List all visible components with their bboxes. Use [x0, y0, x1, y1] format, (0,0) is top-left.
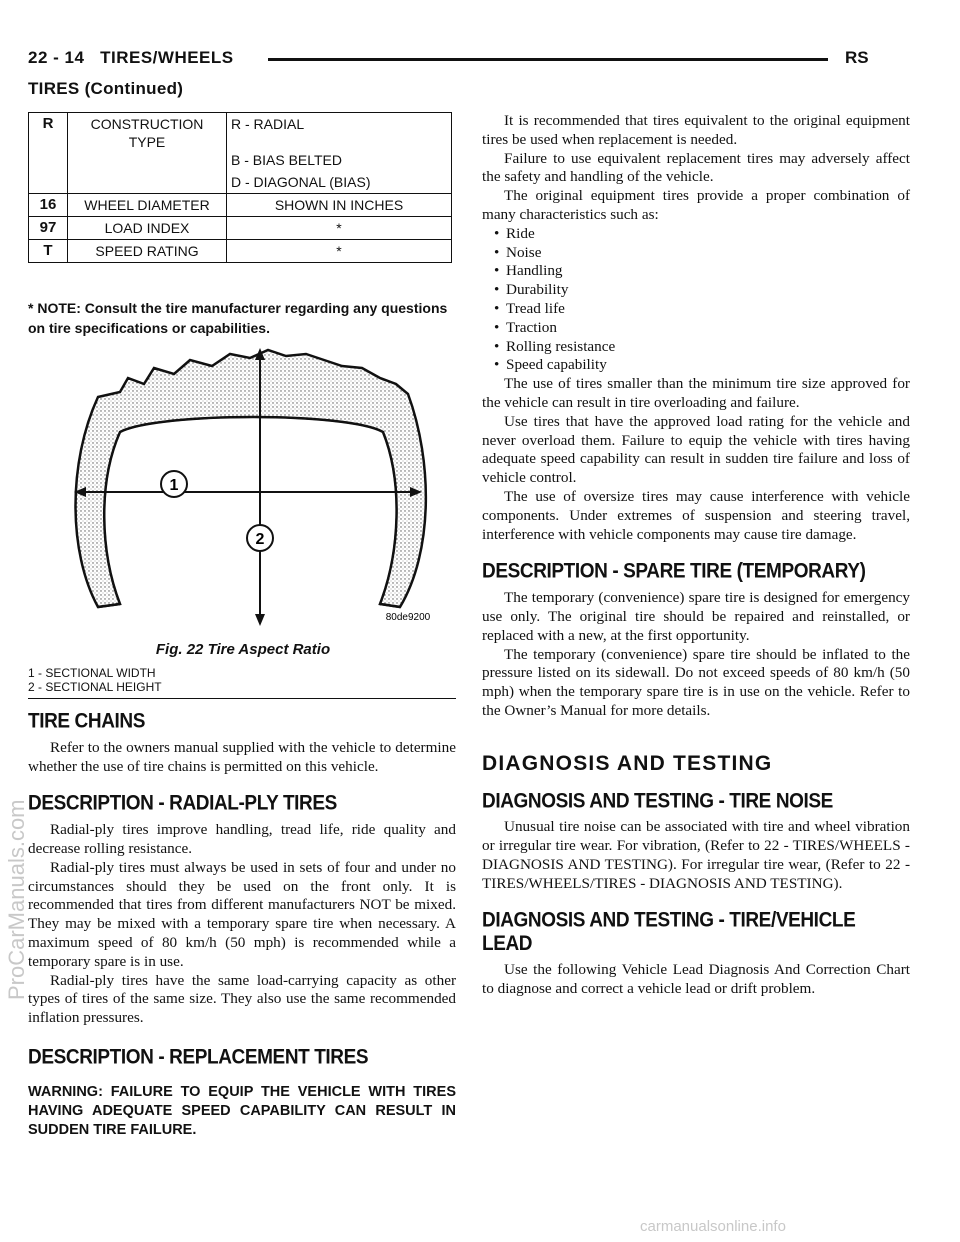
table-cell-values: SHOWN IN INCHES — [227, 194, 452, 217]
list-item: • Traction — [494, 319, 910, 338]
tire-spec-table — [28, 112, 452, 263]
table-cell-values: R - RADIAL B - BIAS BELTED D - DIAGONAL (BIAS) — [227, 113, 452, 194]
table-row — [29, 113, 452, 194]
table-row — [29, 240, 452, 263]
paragraph: Use the following Vehicle Lead Diagnosis And Correction Chart to diagnose and correct a vehicle lead or drift problem. — [482, 961, 910, 997]
page-number: 22 - 14 — [28, 48, 85, 67]
paragraph: Radial-ply tires improve handling, tread life, ride quality and decrease rolling resistance. — [28, 821, 456, 857]
table-cell-code: T — [29, 240, 68, 263]
paragraph: Use tires that have the approved load rating for the vehicle and never overload them. Failure to equip the vehicle with tires having adequate speed capability can result in sudden tire failure and loss of vehicle control. — [482, 412, 910, 487]
section-title: TIRES/WHEELS — [100, 48, 234, 67]
table-cell-name: CONSTRUCTION TYPE — [68, 113, 227, 194]
paragraph: Failure to use equivalent replacement tires may adversely affect the safety and handling of the vehicle. — [482, 149, 910, 186]
side-watermark: ProCarManuals.com — [4, 799, 29, 1000]
table-cell-values: * — [227, 217, 452, 240]
tire-aspect-ratio-figure — [28, 342, 458, 652]
heading-tire-chains: TIRE CHAINS — [28, 709, 145, 734]
figure-divider — [28, 698, 456, 699]
footer-watermark: carmanualsonline.info — [640, 1218, 786, 1235]
table-cell-name: LOAD INDEX — [68, 217, 227, 240]
list-item: • Tread life — [494, 300, 910, 319]
table-cell-name: SPEED RATING — [68, 240, 227, 263]
heading-spare-tire: DESCRIPTION - SPARE TIRE (TEMPORARY) — [482, 560, 866, 584]
paragraph: The original equipment tires provide a proper combination of many characteristics such as: — [482, 187, 910, 223]
list-item: • Noise — [494, 244, 910, 263]
table-cell-name: WHEEL DIAMETER — [68, 194, 227, 217]
consult-note: * NOTE: Consult the tire manufacturer regarding any questions on tire specifications or capabilities. — [28, 300, 448, 336]
left-column-body — [28, 709, 456, 1140]
warning-text: WARNING: FAILURE TO EQUIP THE VEHICLE WITH TIRES HAVING ADEQUATE SPEED CAPABILITY CAN RESULT IN SUDDEN TIRE FAILURE. — [28, 1083, 456, 1138]
list-item: • Handling — [494, 262, 910, 281]
table-row — [29, 194, 452, 217]
paragraph: The use of tires smaller than the minimum tire size approved for the vehicle can result in tire overloading and failure. — [482, 375, 910, 411]
table-cell-code: 97 — [29, 217, 68, 240]
continued-title: TIRES (Continued) — [28, 79, 184, 98]
list-item: • Speed capability — [494, 356, 910, 375]
heading-tire-vehicle-lead: DIAGNOSIS AND TESTING - TIRE/VEHICLE LEAD — [482, 909, 856, 957]
table-cell-code: R — [29, 113, 68, 194]
tire-inner-line — [104, 417, 396, 604]
page-number-section — [28, 48, 234, 68]
legend-item: 1 - SECTIONAL WIDTH — [28, 666, 156, 680]
figure-code: 80de9200 — [385, 612, 431, 623]
paragraph: Refer to the owners manual supplied with the vehicle to determine whether the use of tire chains is permitted on this vehicle. — [28, 738, 456, 775]
legend-item: 2 - SECTIONAL HEIGHT — [28, 680, 162, 694]
list-item: • Rolling resistance — [494, 338, 910, 357]
callout-1-label: 1 — [169, 477, 179, 494]
height-arrow-bottom — [255, 614, 265, 626]
heading-radial-ply: DESCRIPTION - RADIAL-PLY TIRES — [28, 792, 337, 816]
paragraph: The use of oversize tires may cause interference with vehicle components. Under extremes of suspension and steering travel, interference with vehicle components may cause tire damage. — [482, 487, 910, 543]
list-item: • Durability — [494, 281, 910, 300]
figure-caption: Fig. 22 Tire Aspect Ratio — [155, 641, 331, 658]
tire-outline — [76, 350, 426, 607]
paragraph: The temporary (convenience) spare tire should be inflated to the pressure listed on its sidewall. Do not exceed speeds of 80 km/h (50 mph) when the temporary spare tire is in use on the vehicle. Refer to the Owner’s Manual for more details. — [482, 645, 910, 719]
table-cell-values: * — [227, 240, 452, 263]
paragraph: The temporary (convenience) spare tire is designed for emergency use only. The original tire should be repaired and reinstalled, or replaced with a new, at the first opportunity. — [482, 589, 910, 644]
paragraph: It is recommended that tires equivalent to the original equipment tires be used when replacement is needed. — [482, 112, 910, 148]
paragraph: Radial-ply tires have the same load-carrying capacity as other types of tires of the same size. They also use the same recommended inflation pressures. — [28, 971, 456, 1027]
callout-2-label: 2 — [255, 531, 265, 548]
heading-replacement-tires: DESCRIPTION - REPLACEMENT TIRES — [28, 1045, 369, 1070]
heading-diagnosis-and-testing: DIAGNOSIS AND TESTING — [482, 751, 773, 775]
table-cell-code: 16 — [29, 194, 68, 217]
figure-legend — [28, 666, 162, 694]
section-code: RS — [845, 48, 869, 67]
table-row — [29, 217, 452, 240]
heading-tire-noise: DIAGNOSIS AND TESTING - TIRE NOISE — [482, 789, 833, 813]
list-item: • Ride — [494, 225, 910, 244]
header-rule — [268, 58, 828, 61]
right-column-body — [482, 112, 910, 999]
characteristics-list — [482, 225, 910, 375]
paragraph: Radial-ply tires must always be used in sets of four and under no circumstances should they be used on the front only. It is recommended that tires from different manufacturers NOT be mixed. They may be mixed with a temporary spare tire when necessary. A maximum speed of 80 km/h (50 mph) is recommended while a temporary spare is in use. — [28, 858, 456, 970]
paragraph: Unusual tire noise can be associated with tire and wheel vibration or irregular tire wear. For vibration, (Refer to 22 - TIRES/WHEELS - DIAGNOSIS AND TESTING). For irregular tire wear, (Refer to 22 - TIRES/WHEELS/TIRES - DIAGNOSIS AND TESTING). — [482, 818, 910, 892]
